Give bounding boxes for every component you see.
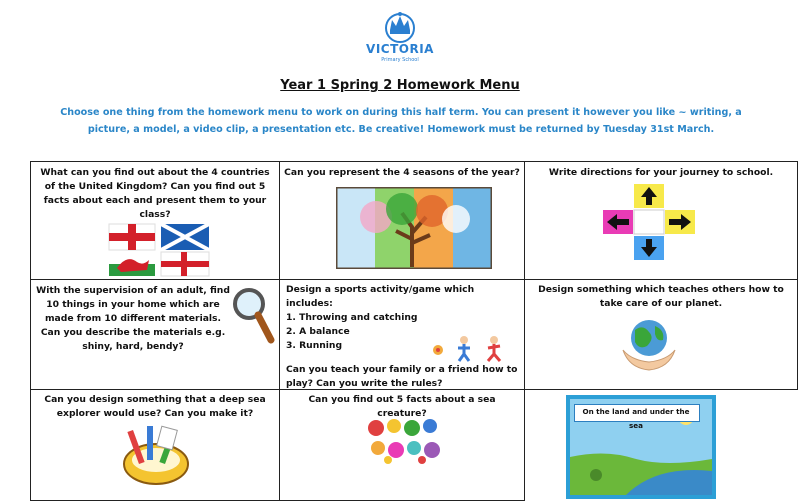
sports-intro-text: Design a sports activity/game which includes: bbox=[286, 284, 475, 309]
uk-flags-icon bbox=[107, 222, 211, 278]
cell-seasons bbox=[279, 161, 525, 280]
land-sea-caption: On the land and under the sea bbox=[582, 407, 690, 430]
cell-explorer bbox=[30, 389, 280, 501]
sea-creature-text: Can you find out 5 facts about a sea creature? bbox=[308, 394, 496, 419]
sports-item-1: 1. Throwing and catching bbox=[286, 312, 418, 323]
seasons-tree-icon bbox=[336, 187, 492, 269]
cell-sea-creature bbox=[279, 389, 525, 501]
logo-subtitle: Primary School bbox=[381, 57, 419, 63]
sports-item-3: 3. Running bbox=[286, 340, 343, 351]
sports-item-2: 2. A balance bbox=[286, 326, 350, 337]
countries-text: What can you find out about the 4 countries of the United Kingdom? Can you find out 5 facts about each and present them to your class? bbox=[40, 167, 270, 220]
earth-in-hands-icon bbox=[619, 316, 679, 374]
planet-text: Design something which teaches others how to take care of our planet. bbox=[538, 284, 784, 309]
cell-materials bbox=[30, 279, 280, 390]
craft-supplies-icon bbox=[121, 424, 191, 488]
school-logo bbox=[360, 4, 440, 64]
explorer-text: Can you design something that a deep sea explorer would use? Can you make it? bbox=[44, 394, 266, 419]
magnifying-glass-icon bbox=[231, 286, 275, 346]
seasons-text: Can you represent the 4 seasons of the year? bbox=[284, 167, 520, 178]
cell-directions bbox=[524, 161, 798, 280]
page-title: Year 1 Spring 2 Homework Menu bbox=[280, 78, 520, 93]
cell-countries bbox=[30, 161, 280, 280]
directions-text: Write directions for your journey to school. bbox=[548, 167, 774, 178]
direction-arrows-icon bbox=[603, 184, 695, 260]
materials-text: With the supervision of an adult, find 10 things in your home which are made from 10 different materials. Can you describe the materials e.g. shiny, hard, bendy? bbox=[36, 285, 230, 352]
sea-creatures-icon bbox=[366, 418, 442, 464]
cell-sports bbox=[279, 279, 525, 390]
sports-outro-text: Can you teach your family or a friend how to play? Can you write the rules? bbox=[286, 364, 518, 389]
cell-land-sea-picture bbox=[524, 389, 798, 501]
logo-name: VICTORIA bbox=[366, 42, 434, 56]
cell-planet bbox=[524, 279, 798, 390]
kids-playing-icon bbox=[430, 334, 510, 362]
crown-icon bbox=[380, 6, 420, 44]
intro-text: Choose one thing from the homework menu to work on during this half term. You can present it however you like ~ writing, a picture, a model, a video clip, a presentation etc. Be creative! Homework must be returned by Tuesday 31st March. bbox=[60, 107, 742, 135]
